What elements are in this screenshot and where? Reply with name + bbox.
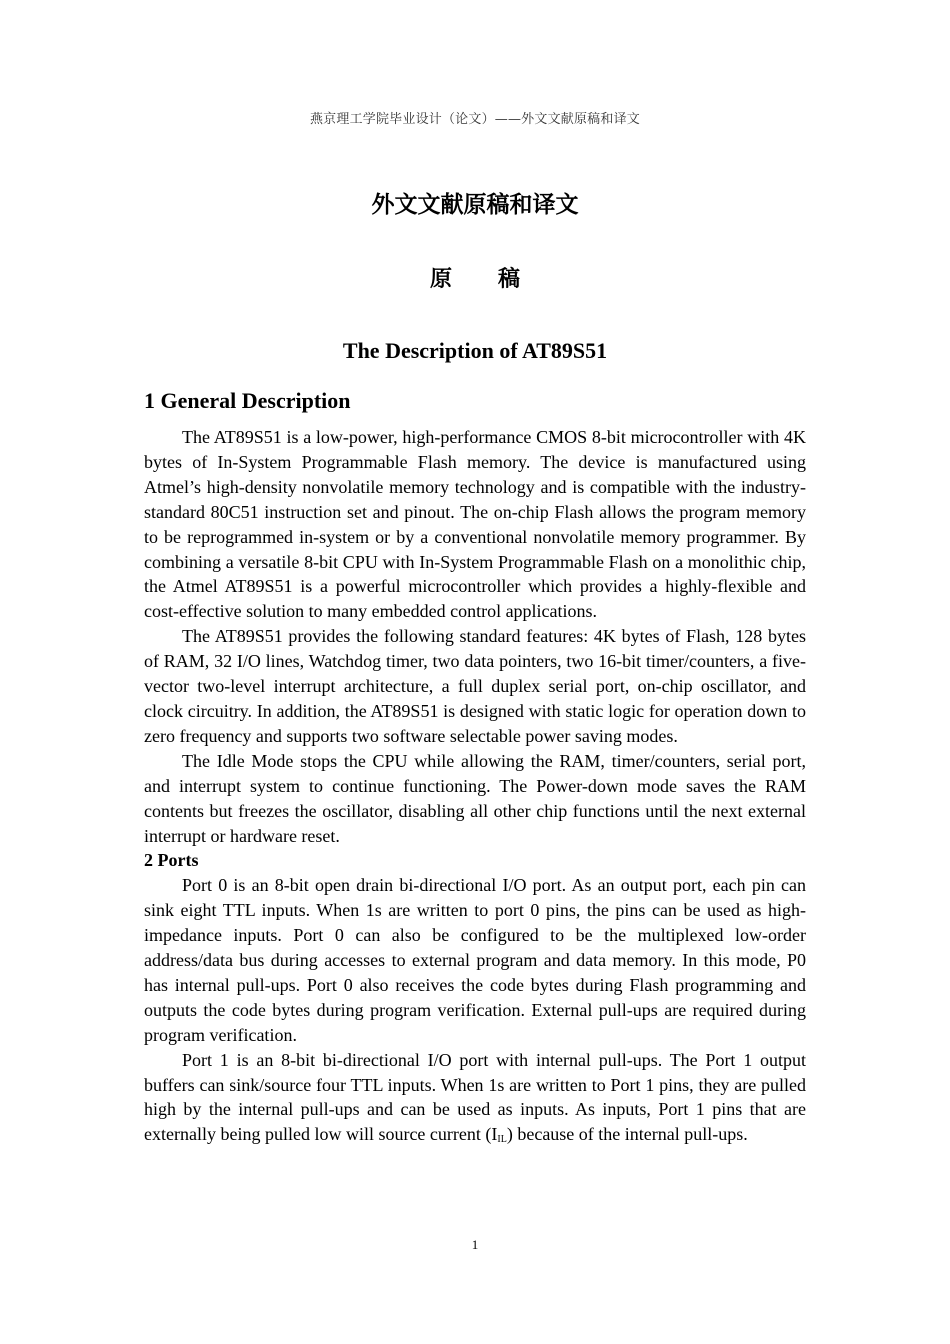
- port1-text-end: ) because of the internal pull-ups.: [506, 1124, 748, 1145]
- document-title: 外文文献原稿和译文: [371, 192, 579, 218]
- section-heading-general-description: 1 General Description: [144, 388, 351, 413]
- paragraph: The AT89S51 is a low-power, high-performance CMOS 8-bit microcontroller with 4K bytes of In-System Programmable Flash memory. The device is manufactured using Atmel’s high-density nonvolatile memory technology and is compatible with the industry-standard 80C51 instruction set and pinout. The on-chip Flash allows the program memory to be reprogrammed in-system or by a conventional nonvolatile memory programmer. By combining a versatile 8-bit CPU with In-System Programmable Flash on a monolithic chip, the Atmel AT89S51 is a powerful microcontroller which provides a highly-flexible and cost-effective solution to many embedded control applications.: [144, 427, 806, 622]
- paragraph-port1: [144, 1048, 806, 1148]
- section-heading-ports: 2 Ports: [144, 850, 199, 871]
- english-title: The Description of AT89S51: [342, 338, 608, 363]
- port1-text: Port 1 is an 8-bit bi-directional I/O port with internal pull-ups. The Port 1 output buffers can sink/source four TTL inputs. When 1s are written to Port 1 pins, they are pulled high by the internal pull-ups and can be used as inputs. As inputs, Port 1 pins that are externally being pulled low will source current (I: [144, 1049, 806, 1145]
- running-header: 燕京理工学院毕业设计（论文）——外文文献原稿和译文: [309, 112, 640, 127]
- subscript-il: IL: [497, 1134, 507, 1146]
- page-number: 1: [471, 1237, 479, 1252]
- paragraph: The Idle Mode stops the CPU while allowing the RAM, timer/counters, serial port, and interrupt system to continue functioning. The Power-down mode saves the RAM contents but freezes the oscillator, disabling all other chip functions until the next external interrupt or hardware reset.: [144, 750, 806, 846]
- section-title-char: 原: [429, 267, 452, 292]
- paragraph: The AT89S51 provides the following standard features: 4K bytes of Flash, 128 bytes of RAM, 32 I/O lines, Watchdog timer, two data pointers, two 16-bit timer/counters, a five-vector two-level interrupt architecture, a full duplex serial port, on-chip oscillator, and clock circuitry. In addition, the AT89S51 is designed with static logic for operation down to zero frequency and supports two software selectable power saving modes.: [144, 626, 806, 746]
- paragraph: Port 0 is an 8-bit open drain bi-directional I/O port. As an output port, each pin can sink eight TTL inputs. When 1s are written to port 0 pins, the pins can be used as high-impedance inputs. Port 0 can also be configured to be the multiplexed low-order address/data bus during accesses to external program and data memory. In this mode, P0 has internal pull-ups. Port 0 also receives the code bytes during Flash programming and outputs the code bytes during program verification. External pull-ups are required during program verification.: [144, 875, 806, 1045]
- section-title-original: [0, 262, 950, 293]
- section-title-char: 稿: [498, 267, 521, 292]
- body-content: [144, 386, 806, 1147]
